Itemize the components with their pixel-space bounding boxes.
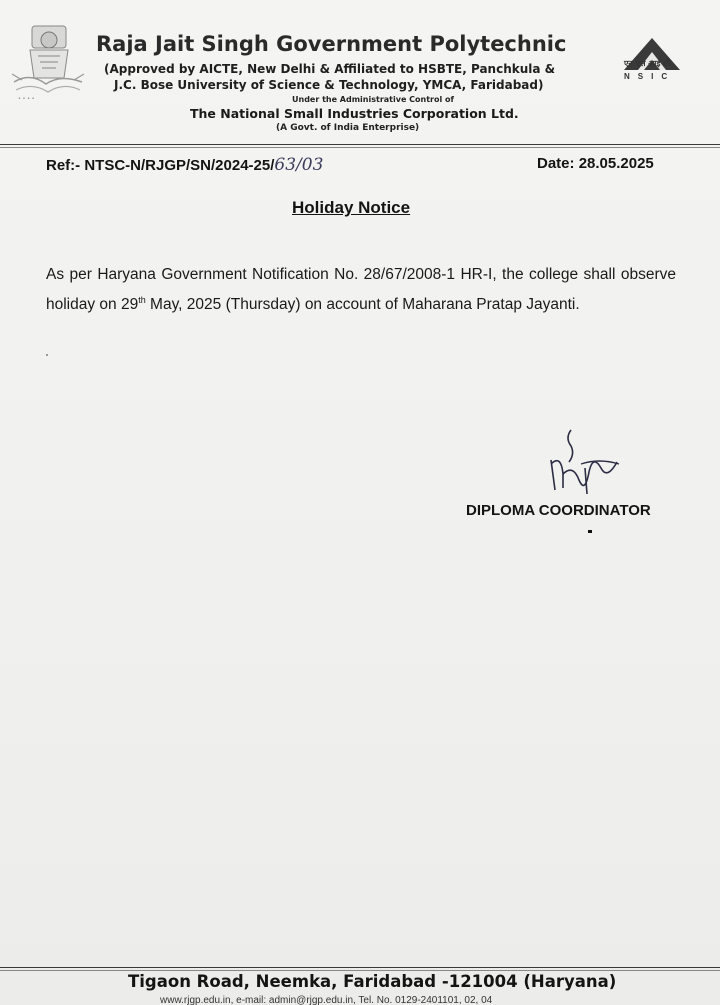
footer-divider [0, 967, 720, 968]
approval-line-1: (Approved by AICTE, New Delhi & Affiliated to HSBTE, Panchkula & [104, 62, 556, 76]
date-value: 28.05.2025 [578, 155, 654, 172]
notice-body-ordinal: th [138, 294, 146, 305]
scan-speck [46, 354, 48, 356]
notice-body-part1: As per Haryana Government Notification No. 28/67/2008-1 HR-I, the college shall observe holiday on 29 [46, 266, 676, 313]
notice-date [537, 155, 654, 172]
notice-title: Holiday Notice [292, 198, 411, 217]
reference-prefix: Ref:- NTSC-N/RJGP/SN/2024-25/ [46, 157, 275, 174]
svg-text:• • • •: • • • • [18, 96, 35, 102]
header-divider [0, 144, 720, 145]
header-divider-thin [0, 147, 720, 148]
college-emblem-icon [10, 20, 86, 104]
nsic-english-label: NSIC [624, 72, 676, 81]
admin-control-line: Under the Administrative Control of [292, 95, 454, 104]
signature-icon [545, 424, 625, 496]
footer-contact: www.rjgp.edu.in, e-mail: admin@rjgp.edu.in, Tel. No. 0129-2401101, 02, 04 [160, 995, 493, 1005]
reference-number [46, 155, 323, 175]
notice-body-part2: May, 2025 (Thursday) on account of Maharana Pratap Jayanti. [145, 296, 580, 313]
nsic-name: The National Small Industries Corporation Ltd. [190, 106, 519, 121]
footer-divider-thin [0, 970, 720, 971]
date-label: Date: [537, 155, 575, 172]
reference-handwritten-number: 63/03 [274, 155, 324, 175]
govt-enterprise-line: (A Govt. of India Enterprise) [276, 123, 420, 133]
notice-body [46, 260, 676, 320]
college-name: Raja Jait Singh Government Polytechnic [96, 32, 567, 56]
approval-line-2: J.C. Bose University of Science & Technology, YMCA, Faridabad) [114, 78, 544, 92]
ink-mark [588, 530, 592, 533]
signatory-designation: DIPLOMA COORDINATOR [466, 502, 651, 519]
footer-address: Tigaon Road, Neemka, Faridabad -121004 (Haryana) [128, 972, 617, 991]
nsic-hindi-label: एन एस आई सी [624, 59, 671, 68]
